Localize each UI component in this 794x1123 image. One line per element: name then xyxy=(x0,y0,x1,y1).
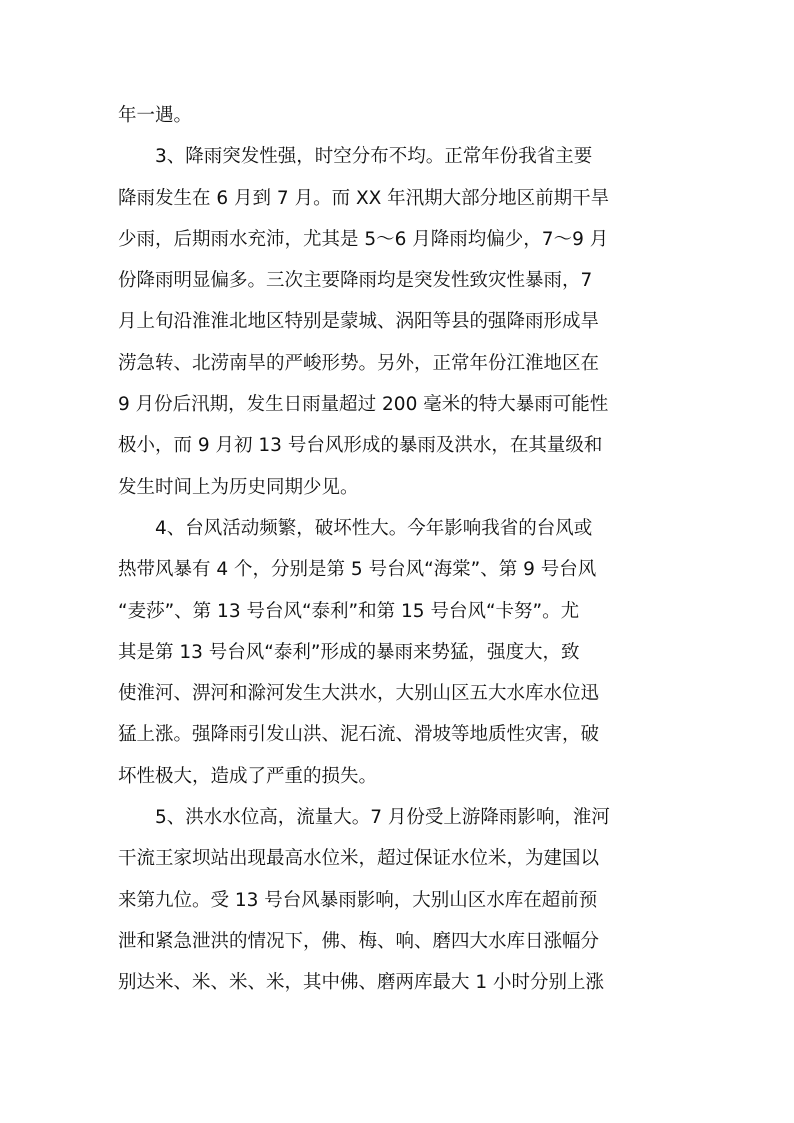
text-line: 少雨，后期雨水充沛，尤其是 5～6 月降雨均偏少，7～9 月 xyxy=(118,228,609,250)
text-line: 3、降雨突发性强，时空分布不均。正常年份我省主要 xyxy=(155,146,593,168)
text-line: 极小，而 9 月初 13 号台风形成的暴雨及洪水，在其量级和 xyxy=(118,435,603,457)
text-line: 热带风暴有 4 个，分别是第 5 号台风“海棠”、第 9 号台风 xyxy=(118,559,597,581)
text-line: 年一遇。 xyxy=(118,105,193,126)
text-line: 9 月份后汛期，发生日雨量超过 200 毫米的特大暴雨可能性 xyxy=(118,394,609,416)
text-line: 使淮河、淠河和滁河发生大洪水，大别山区五大水库水位迅 xyxy=(118,683,600,705)
text-line: 5、洪水水位高，流量大。7 月份受上游降雨影响，淮河 xyxy=(155,807,610,829)
text-line: “麦莎”、第 13 号台风“泰利”和第 15 号台风“卡努”。尤 xyxy=(118,600,580,622)
document-body xyxy=(118,95,678,1004)
text-line: 泄和紧急泄洪的情况下，佛、梅、响、磨四大水库日涨幅分 xyxy=(118,930,600,952)
text-line: 份降雨明显偏多。三次主要降雨均是突发性致灾性暴雨，7 xyxy=(118,270,593,292)
text-line: 发生时间上为历史同期少见。 xyxy=(118,476,359,498)
text-line: 坏性极大，造成了严重的损失。 xyxy=(118,765,378,787)
text-line: 月上旬沿淮淮北地区特别是蒙城、涡阳等县的强降雨形成旱 xyxy=(118,311,600,333)
text-line: 降雨发生在 6 月到 7 月。而 XX 年汛期大部分地区前期干旱 xyxy=(118,187,610,209)
paragraph-item-4 xyxy=(118,508,678,797)
paragraph-continuation xyxy=(118,95,678,136)
text-line: 涝急转、北涝南旱的严峻形势。另外，正常年份江淮地区在 xyxy=(118,352,600,374)
paragraph-item-5 xyxy=(118,797,678,1003)
text-line: 猛上涨。强降雨引发山洪、泥石流、滑坡等地质性灾害，破 xyxy=(118,724,600,746)
paragraph-item-3 xyxy=(118,136,678,508)
text-line: 别达米、米、米、米，其中佛、磨两库最大 1 小时分别上涨 xyxy=(118,972,605,994)
text-line: 来第九位。受 13 号台风暴雨影响，大别山区水库在超前预 xyxy=(118,889,598,911)
text-line: 其是第 13 号台风“泰利”形成的暴雨来势猛，强度大，致 xyxy=(118,641,580,663)
text-line: 干流王家坝站出现最高水位米，超过保证水位米，为建国以 xyxy=(118,848,600,870)
text-line: 4、台风活动频繁，破坏性大。今年影响我省的台风或 xyxy=(155,517,593,539)
